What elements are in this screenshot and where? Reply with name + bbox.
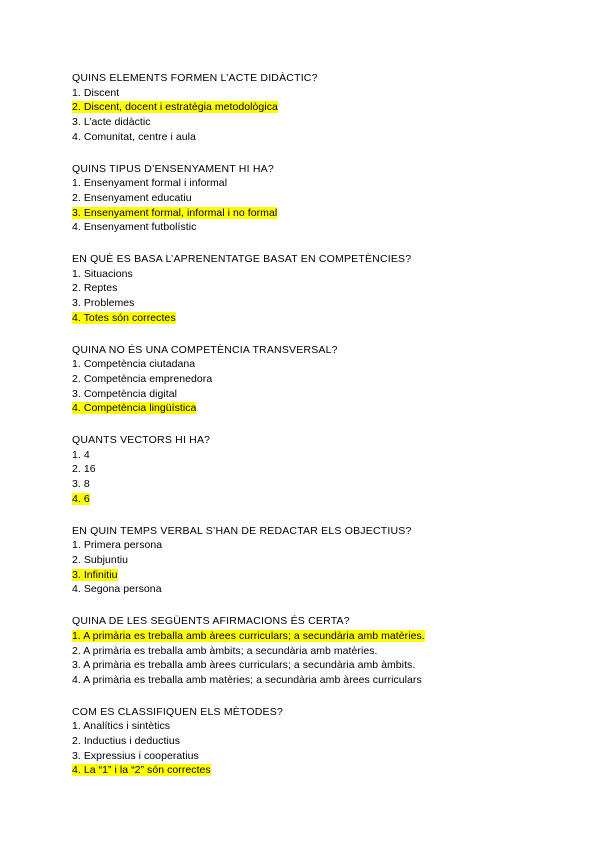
answer-list: [72, 719, 540, 778]
answer-option-highlighted: [72, 311, 540, 326]
question-block: [72, 252, 540, 326]
answer-option: [72, 749, 540, 764]
answer-option: [72, 191, 540, 206]
answer-list: [72, 267, 540, 326]
question-title: QUINS TIPUS D’ENSENYAMENT HI HA?: [72, 162, 274, 175]
answer-text: 4. Competència lingüística: [72, 402, 197, 415]
answer-option-highlighted: [72, 401, 540, 416]
answer-option-highlighted: [72, 629, 540, 644]
answer-option: [72, 477, 540, 492]
answer-text: 3. 8: [72, 478, 90, 491]
answer-option: [72, 553, 540, 568]
answer-text: 2. Inductius i deductius: [72, 735, 181, 748]
answer-option: [72, 538, 540, 553]
answer-option: [72, 448, 540, 463]
question-block: [72, 524, 540, 598]
answer-option-highlighted: [72, 568, 540, 583]
answer-option: [72, 734, 540, 749]
question-block: [72, 71, 540, 145]
answer-option-highlighted: [72, 763, 540, 778]
answer-option-highlighted: [72, 206, 540, 221]
answer-text: 3. Infinitiu: [72, 568, 118, 581]
answer-list: [72, 86, 540, 145]
answer-option: [72, 462, 540, 477]
answer-option: [72, 673, 540, 688]
answer-text: 2. Reptes: [72, 282, 118, 295]
question-block: [72, 433, 540, 507]
answer-text: 1. Competència ciutadana: [72, 358, 196, 371]
answer-text: 2. Subjuntiu: [72, 553, 129, 566]
answer-text: 1. Ensenyament formal i informal: [72, 177, 228, 190]
answer-option-highlighted: [72, 492, 540, 507]
answer-option: [72, 719, 540, 734]
answer-text: 2. Discent, docent i estratègia metodològica: [72, 101, 278, 114]
answer-list: [72, 448, 540, 507]
answer-list: [72, 538, 540, 597]
answer-text: 1. Discent: [72, 86, 120, 99]
question-title: QUINA NO ÉS UNA COMPETÈNCIA TRANSVERSAL?: [72, 343, 338, 356]
answer-text: 1. 4: [72, 448, 90, 461]
answer-text: 1. Primera persona: [72, 539, 163, 552]
answer-text: 4. 6: [72, 492, 90, 505]
answer-text: 1. Situacions: [72, 267, 133, 280]
answer-text: 2. 16: [72, 463, 96, 476]
answer-text: 3. A primària es treballa amb àrees curriculars; a secundària amb àmbits.: [72, 659, 416, 672]
question-block: [72, 343, 540, 417]
answer-text: 4. Comunitat, centre i aula: [72, 130, 196, 143]
answer-option: [72, 644, 540, 659]
question-block: [72, 705, 540, 779]
answer-option: [72, 387, 540, 402]
answer-option: [72, 357, 540, 372]
answer-text: 2. A primària es treballa amb àmbits; a secundària amb matèries.: [72, 644, 378, 657]
question-block: [72, 162, 540, 236]
question-block: [72, 614, 540, 688]
question-title: EN QUÈ ES BASA L’APRENENTATGE BASAT EN COMPETÈNCIES?: [72, 253, 412, 266]
answer-list: [72, 357, 540, 416]
answer-text: 4. A primària es treballa amb matèries; a secundària amb àrees curriculars: [72, 673, 422, 686]
answer-option-highlighted: [72, 100, 540, 115]
answer-text: 4. Ensenyament futbolístic: [72, 221, 197, 234]
answer-option: [72, 115, 540, 130]
answer-option: [72, 372, 540, 387]
answer-text: 3. Competència digital: [72, 387, 177, 400]
question-title: QUINS ELEMENTS FORMEN L’ACTE DIDÀCTIC?: [72, 72, 318, 84]
answer-option: [72, 582, 540, 597]
question-title: COM ES CLASSIFIQUEN ELS MÈTODES?: [72, 705, 284, 718]
answer-text: 2. Ensenyament educatiu: [72, 191, 192, 204]
answer-option: [72, 176, 540, 191]
answer-text: 3. Problemes: [72, 297, 135, 310]
answer-option: [72, 281, 540, 296]
answer-text: 1. Analítics i sintètics: [72, 720, 171, 733]
answer-option: [72, 130, 540, 145]
answer-text: 3. Expressius i cooperatius: [72, 749, 199, 762]
answer-text: 4. La “1” i la “2” són correctes: [72, 764, 211, 777]
answer-list: [72, 176, 540, 235]
answer-text: 4. Totes són correctes: [72, 311, 176, 324]
answer-option: [72, 267, 540, 282]
question-title: QUANTS VECTORS HI HA?: [72, 434, 211, 447]
question-title: QUINA DE LES SEGÜENTS AFIRMACIONS ÉS CERTA?: [72, 615, 350, 628]
question-title: EN QUIN TEMPS VERBAL S’HAN DE REDACTAR ELS OBJECTIUS?: [72, 524, 412, 537]
answer-option: [72, 658, 540, 673]
answer-text: 2. Competència emprenedora: [72, 372, 213, 385]
answer-option: [72, 296, 540, 311]
answer-text: 1. A primària es treballa amb àrees curriculars; a secundària amb matèries.: [72, 629, 425, 642]
answer-text: 3. L’acte didàctic: [72, 116, 151, 129]
answer-list: [72, 629, 540, 688]
answer-option: [72, 220, 540, 235]
answer-text: 4. Segona persona: [72, 583, 162, 596]
answer-text: 3. Ensenyament formal, informal i no formal: [72, 206, 278, 219]
question-list: [72, 71, 540, 795]
answer-option: [72, 86, 540, 101]
